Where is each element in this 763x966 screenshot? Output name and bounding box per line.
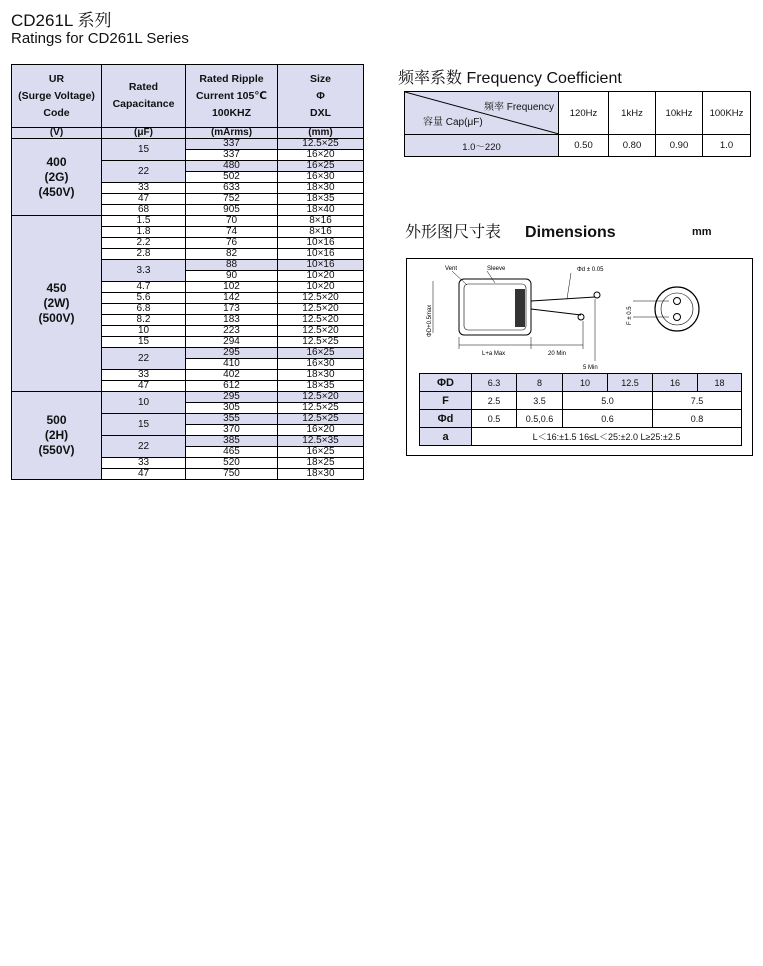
capacitance-cell: 33	[102, 370, 186, 381]
size-cell: 10×16	[278, 238, 364, 249]
dim-label-d: Φd	[420, 410, 472, 428]
capacitor-drawing	[407, 259, 752, 374]
size-cell: 12.5×20	[278, 315, 364, 326]
size-cell: 16×20	[278, 425, 364, 436]
capacitance-cell: 15	[102, 139, 186, 161]
size-cell: 18×35	[278, 194, 364, 205]
ripple-cell: 294	[186, 337, 278, 348]
size-cell: 18×30	[278, 370, 364, 381]
dim-label-F: F	[420, 392, 472, 410]
dim-value: 7.5	[653, 392, 742, 410]
size-cell: 18×30	[278, 469, 364, 480]
capacitance-cell: 22	[102, 436, 186, 458]
five-min-label: 5 Min	[583, 365, 598, 371]
dim-value: 0.8	[653, 410, 742, 428]
page-subtitle: Ratings for CD261L Series	[11, 30, 189, 47]
freq-value: 0.80	[609, 135, 656, 157]
ripple-cell: 355	[186, 414, 278, 425]
size-cell: 10×16	[278, 260, 364, 271]
size-cell: 16×25	[278, 161, 364, 172]
capacitance-cell: 22	[102, 161, 186, 183]
length-label: L+a Max	[482, 351, 506, 357]
size-cell: 8×16	[278, 216, 364, 227]
size-cell: 16×20	[278, 150, 364, 161]
capacitance-cell: 47	[102, 381, 186, 392]
frequency-table	[404, 91, 751, 157]
lead-length-label: 20 Min	[548, 351, 567, 357]
ripple-cell: 410	[186, 359, 278, 370]
dim-value: 16	[653, 374, 698, 392]
corner-frequency-label: 频率 Frequency	[483, 102, 554, 113]
size-cell: 10×20	[278, 271, 364, 282]
ripple-cell: 295	[186, 348, 278, 359]
ratings-col-header: Size Φ DXL	[278, 65, 364, 128]
freq-col-header: 10kHz	[656, 92, 703, 135]
dimensions-title	[405, 219, 616, 242]
ripple-cell: 305	[186, 403, 278, 414]
capacitance-cell: 47	[102, 469, 186, 480]
ripple-cell: 142	[186, 293, 278, 304]
ratings-col-header: UR (Surge Voltage) Code	[12, 65, 102, 128]
lead-spacing-label: F ± 0.5	[627, 306, 633, 325]
freq-value: 0.50	[559, 135, 609, 157]
lead-diameter-label: Φd ± 0.05	[577, 267, 604, 273]
dim-label-D: ΦD	[420, 374, 472, 392]
ripple-cell: 752	[186, 194, 278, 205]
dimensions-table	[419, 373, 742, 446]
capacitance-cell: 5.6	[102, 293, 186, 304]
ripple-cell: 223	[186, 326, 278, 337]
ratings-unit: (V)	[12, 128, 102, 139]
size-cell: 12.5×20	[278, 392, 364, 403]
dim-value: 0.6	[563, 410, 653, 428]
vent-label: Vent	[445, 266, 458, 272]
ripple-cell: 82	[186, 249, 278, 260]
dim-value: L＜16:±1.5 16≤L＜25:±2.0 L≥25:±2.5	[472, 428, 742, 446]
dim-value: 3.5	[517, 392, 563, 410]
dim-value: 0.5,0.6	[517, 410, 563, 428]
ripple-cell: 90	[186, 271, 278, 282]
capacitance-cell: 8.2	[102, 315, 186, 326]
ripple-cell: 76	[186, 238, 278, 249]
dimensions-title-en: Dimensions	[525, 224, 616, 241]
size-cell: 12.5×20	[278, 293, 364, 304]
ripple-cell: 385	[186, 436, 278, 447]
voltage-cell: 450 (2W) (500V)	[12, 216, 102, 392]
size-cell: 18×25	[278, 458, 364, 469]
ripple-cell: 480	[186, 161, 278, 172]
freq-value: 0.90	[656, 135, 703, 157]
table-row	[12, 392, 364, 403]
capacitance-cell: 4.7	[102, 282, 186, 293]
ripple-cell: 70	[186, 216, 278, 227]
size-cell: 12.5×20	[278, 326, 364, 337]
size-cell: 12.5×20	[278, 304, 364, 315]
ripple-cell: 295	[186, 392, 278, 403]
size-cell: 10×16	[278, 249, 364, 260]
size-cell: 16×25	[278, 447, 364, 458]
ratings-table	[11, 64, 364, 480]
freq-row-label: 1.0～220	[405, 135, 559, 157]
ratings-unit: (μF)	[102, 128, 186, 139]
body-diameter-label: ΦD+0.5max	[427, 304, 433, 337]
freq-col-header: 120Hz	[559, 92, 609, 135]
capacitance-cell: 1.5	[102, 216, 186, 227]
page-title: CD261L 系列	[11, 11, 112, 30]
ripple-cell: 750	[186, 469, 278, 480]
dimensions-unit: mm	[692, 226, 712, 238]
capacitance-cell: 33	[102, 458, 186, 469]
ripple-cell: 74	[186, 227, 278, 238]
capacitance-cell: 10	[102, 392, 186, 414]
table-row	[12, 139, 364, 150]
ripple-cell: 173	[186, 304, 278, 315]
size-cell: 10×20	[278, 282, 364, 293]
ripple-cell: 337	[186, 139, 278, 150]
ripple-cell: 88	[186, 260, 278, 271]
ratings-col-header: Rated Ripple Current 105℃ 100KHZ	[186, 65, 278, 128]
freq-value: 1.0	[703, 135, 751, 157]
size-cell: 16×30	[278, 359, 364, 370]
capacitance-cell: 47	[102, 194, 186, 205]
ripple-cell: 337	[186, 150, 278, 161]
ripple-cell: 633	[186, 183, 278, 194]
freq-col-header: 1kHz	[609, 92, 656, 135]
dim-value: 18	[698, 374, 742, 392]
ripple-cell: 402	[186, 370, 278, 381]
corner-cap-label: 容量 Cap(μF)	[423, 117, 483, 128]
dim-value: 0.5	[472, 410, 517, 428]
capacitance-cell: 22	[102, 348, 186, 370]
dim-value: 5.0	[563, 392, 653, 410]
ratings-unit: (mm)	[278, 128, 364, 139]
size-cell: 12.5×25	[278, 337, 364, 348]
size-cell: 12.5×25	[278, 414, 364, 425]
capacitance-cell: 2.2	[102, 238, 186, 249]
ratings-col-header: Rated Capacitance	[102, 65, 186, 128]
capacitance-cell: 10	[102, 326, 186, 337]
table-row	[12, 216, 364, 227]
ripple-cell: 612	[186, 381, 278, 392]
capacitance-cell: 1.8	[102, 227, 186, 238]
capacitance-cell: 68	[102, 205, 186, 216]
voltage-cell: 500 (2H) (550V)	[12, 392, 102, 480]
capacitance-cell: 6.8	[102, 304, 186, 315]
size-cell: 12.5×25	[278, 403, 364, 414]
size-cell: 16×30	[278, 172, 364, 183]
capacitance-cell: 2.8	[102, 249, 186, 260]
capacitance-cell: 15	[102, 414, 186, 436]
size-cell: 12.5×35	[278, 436, 364, 447]
voltage-cell: 400 (2G) (450V)	[12, 139, 102, 216]
dim-value: 8	[517, 374, 563, 392]
ripple-cell: 520	[186, 458, 278, 469]
size-cell: 18×40	[278, 205, 364, 216]
ratings-unit: (mArms)	[186, 128, 278, 139]
dim-value: 10	[563, 374, 608, 392]
size-cell: 18×35	[278, 381, 364, 392]
capacitance-cell: 3.3	[102, 260, 186, 282]
capacitance-cell: 33	[102, 183, 186, 194]
sleeve-label: Sleeve	[487, 266, 506, 272]
ripple-cell: 465	[186, 447, 278, 458]
frequency-corner-cell	[405, 92, 559, 135]
ripple-cell: 370	[186, 425, 278, 436]
freq-col-header: 100KHz	[703, 92, 751, 135]
size-cell: 12.5×25	[278, 139, 364, 150]
frequency-title: 频率系数 Frequency Coefficient	[398, 70, 622, 87]
capacitance-cell: 15	[102, 337, 186, 348]
size-cell: 8×16	[278, 227, 364, 238]
dim-value: 12.5	[608, 374, 653, 392]
size-cell: 16×25	[278, 348, 364, 359]
dim-value: 6.3	[472, 374, 517, 392]
ripple-cell: 183	[186, 315, 278, 326]
dim-label-a: a	[420, 428, 472, 446]
ripple-cell: 102	[186, 282, 278, 293]
size-cell: 18×30	[278, 183, 364, 194]
ripple-cell: 905	[186, 205, 278, 216]
dimensions-title-cn: 外形图尺寸表	[405, 224, 502, 241]
dim-value: 2.5	[472, 392, 517, 410]
ripple-cell: 502	[186, 172, 278, 183]
